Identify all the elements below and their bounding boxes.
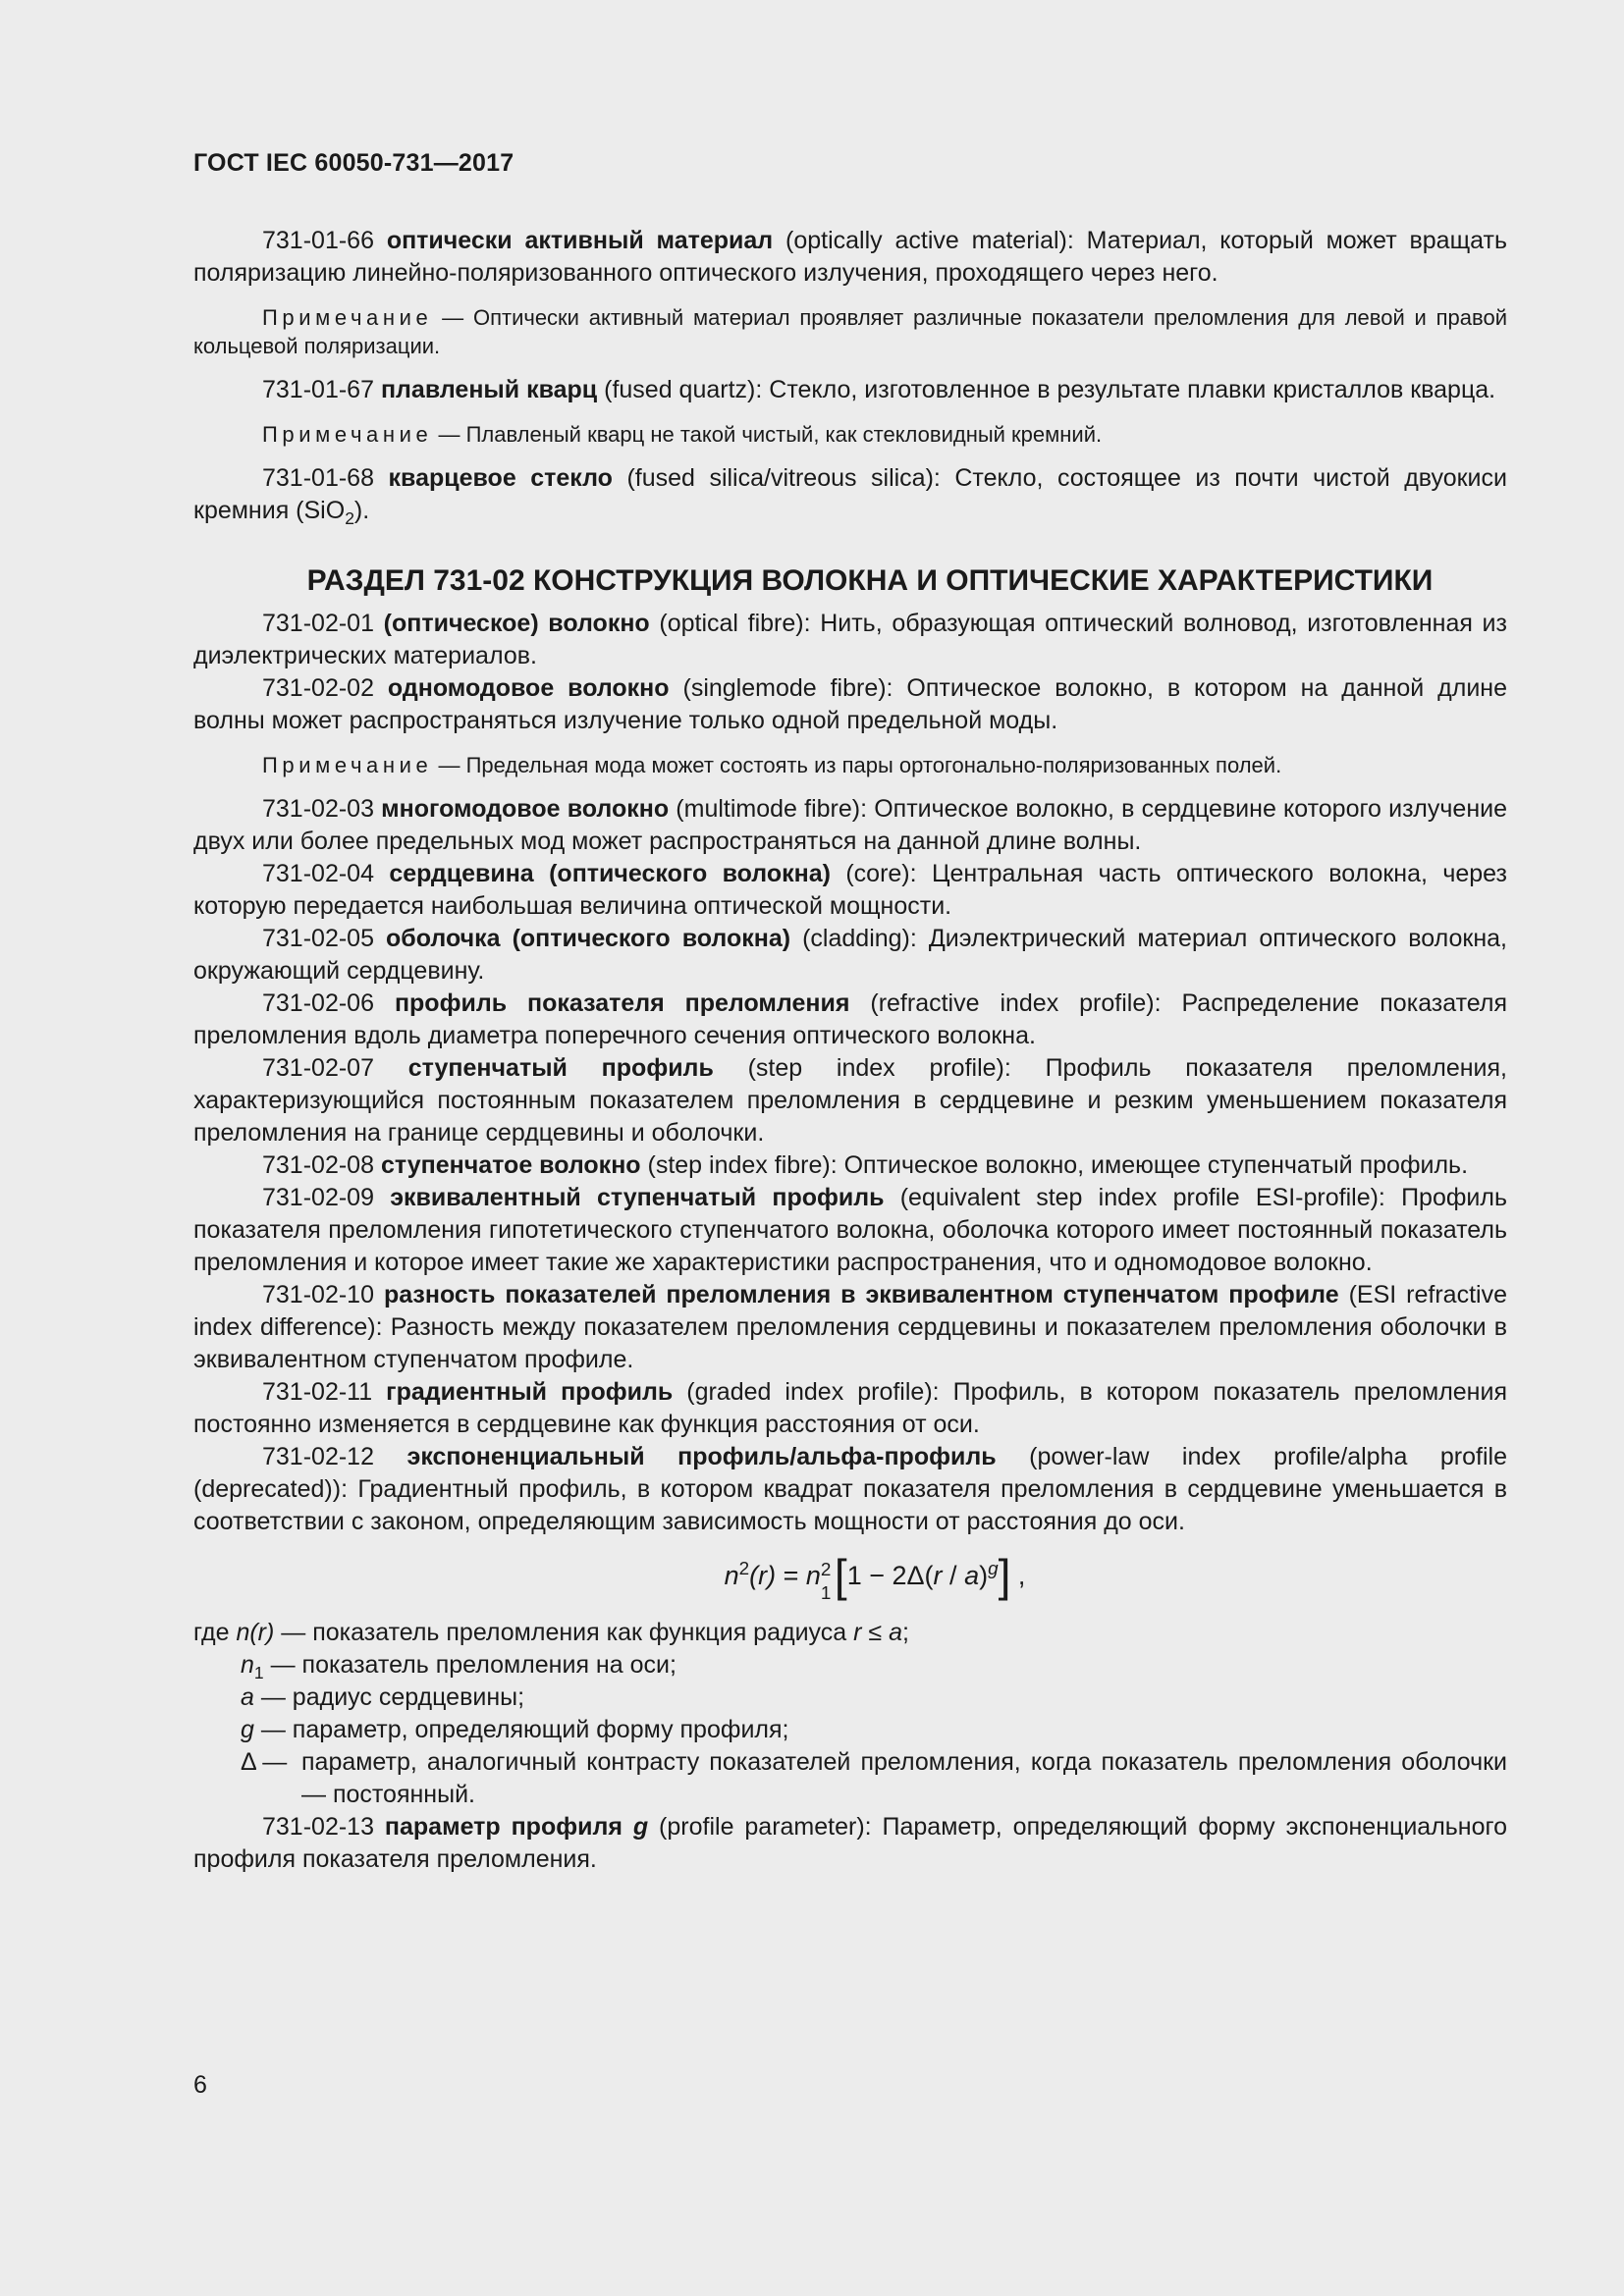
legend-var: n — [241, 1651, 254, 1679]
legend-var: a — [241, 1683, 254, 1711]
entry-definition: (cladding): Диэлектрический материал оптического волокна, окружающий сердцевину. — [193, 925, 1507, 985]
entry-definition: (optically active material): Материал, который может вращать поляризацию линейно-поляризованного оптического излучения, проходящего через него. — [193, 227, 1507, 287]
document-header: ГОСТ IEC 60050-731—2017 — [193, 149, 514, 177]
entry-number: 731-02-01 — [262, 610, 374, 637]
entry-term: ступенчатое волокно — [380, 1151, 641, 1179]
formula-comma: , — [1010, 1561, 1026, 1590]
entry-term: плавленый кварц — [380, 376, 598, 403]
entry-definition: (optical fibre): Нить, образующая оптический волновод, изготовленная из диэлектрических материалов. — [193, 610, 1507, 669]
entry-number: 731-02-08 — [262, 1151, 374, 1179]
legend-text: — показатель преломления на оси; — [263, 1651, 677, 1679]
entry-731-02-06 — [193, 988, 1507, 1052]
entry-term: градиентный профиль — [386, 1378, 674, 1406]
entry-term: кварцевое стекло — [388, 464, 613, 492]
formula-inner: 1 − 2Δ( — [846, 1561, 934, 1590]
entry-number: 731-02-09 — [262, 1184, 374, 1211]
entry-tail: ). — [353, 497, 370, 524]
formula-var-n: n — [724, 1561, 739, 1590]
legend-text: ; — [901, 1619, 909, 1646]
entry-731-02-03 — [193, 793, 1507, 858]
entry-731-02-13 — [193, 1811, 1507, 1876]
note — [193, 303, 1507, 360]
formula-sup: 2 — [738, 1559, 750, 1579]
entry-definition: (refractive index profile): Распределение показателя преломления вдоль диаметра поперечного сечения оптического волокна. — [193, 989, 1507, 1049]
formula-arg: (r) — [749, 1561, 777, 1590]
entry-definition: (singlemode fibre): Оптическое волокно, в котором на данной длине волны может распространяться излучение только одной предельной моды. — [193, 674, 1508, 734]
entry-definition: (step index profile): Профиль показателя преломления, характеризующийся постоянным показателем преломления в сердцевине и резким уменьшением показателя преломления на границе сердцевины и оболочки. — [193, 1054, 1507, 1147]
entry-731-02-08 — [193, 1149, 1507, 1182]
page-number: 6 — [193, 2071, 207, 2099]
entry-number: 731-01-66 — [262, 227, 374, 254]
entry-definition: (fused silica/vitreous silica): Стекло, состоящее из почти чистой двуокиси кремния (SiO — [193, 464, 1507, 524]
entry-term: профиль показателя преломления — [394, 989, 850, 1017]
entry-term: (оптическое) волокно — [383, 610, 650, 637]
note-label: Примечание — [262, 753, 433, 777]
entry-term: экспоненциальный профиль/альфа-профиль — [406, 1443, 997, 1470]
entry-definition: (equivalent step index profile ESI-profile): Профиль показателя преломления гипотетического ступенчатого волокна, оболочка которого имеет постоянный показатель преломления и которое имеет такие же характеристики распространения, что и одномодовое волокно. — [193, 1184, 1507, 1276]
entry-731-02-07 — [193, 1052, 1507, 1149]
legend-item-delta — [193, 1746, 1507, 1811]
entry-term-var: g — [632, 1813, 649, 1841]
entry-definition: (profile parameter): Параметр, определяющий форму экспоненциального профиля показателя преломления. — [193, 1813, 1507, 1873]
entry-term: оптически активный материал — [386, 227, 774, 254]
note — [193, 751, 1507, 779]
formula-var-r: r — [933, 1561, 943, 1590]
entry-731-02-04 — [193, 858, 1507, 923]
formula-legend-intro — [193, 1617, 1507, 1649]
entry-731-01-68 — [193, 462, 1507, 527]
entry-number: 731-02-03 — [262, 795, 374, 823]
entry-731-02-01 — [193, 608, 1507, 672]
entry-731-02-10 — [193, 1279, 1507, 1376]
entry-term: параметр профиля — [384, 1813, 623, 1841]
entry-731-02-05 — [193, 923, 1507, 988]
legend-item — [193, 1682, 1507, 1714]
entry-term: многомодовое волокно — [381, 795, 670, 823]
formula: $n^2(r) = n$ 2 1 [1 − 2Δ(r / a)$^g$] , — [724, 1550, 1026, 1604]
entry-definition: (power-law index profile/alpha profile (deprecated)): Градиентный профиль, в котором квадрат показателя преломления в сердцевине уменьшается в соответствии с законом, определяющим зависимость мощности от расстояния до оси. — [193, 1443, 1507, 1535]
entry-number: 731-02-12 — [262, 1443, 374, 1470]
formula-paren: ) — [979, 1561, 989, 1590]
entry-731-02-09 — [193, 1182, 1507, 1279]
formula-bracket-close: ] — [998, 1550, 1011, 1601]
entry-number: 731-02-07 — [262, 1054, 374, 1082]
note-text: — Оптически активный материал проявляет различные показатели преломления для левой и правой кольцевой поляризации. — [193, 305, 1507, 358]
entry-term: ступенчатый профиль — [407, 1054, 714, 1082]
legend-item — [193, 1714, 1507, 1746]
entry-definition: (ESI refractive index difference): Разность между показателем преломления сердцевины и показателем преломления оболочки в эквивалентном ступенчатом профиле. — [193, 1281, 1507, 1373]
entry-term: одномодовое волокно — [387, 674, 670, 702]
entry-731-01-66 — [193, 225, 1507, 290]
entry-number: 731-02-05 — [262, 925, 374, 952]
legend-var: r ≤ a — [853, 1619, 902, 1646]
note-label: Примечание — [262, 305, 433, 330]
entry-definition: (fused quartz): Стекло, изготовленное в результате плавки кристаллов кварца. — [597, 376, 1496, 403]
note-text: — Плавленый кварц не такой чистый, как стекловидный кремний. — [432, 422, 1103, 447]
entry-731-02-12 — [193, 1441, 1507, 1538]
legend-text: параметр, аналогичный контрасту показателей преломления, когда показатель преломления оболочки — постоянный. — [301, 1748, 1507, 1808]
entry-731-01-67 — [193, 374, 1507, 406]
entry-731-02-11 — [193, 1376, 1507, 1441]
formula-var-n1: n — [805, 1561, 821, 1590]
formula-var-a: a — [964, 1561, 980, 1590]
entry-number: 731-01-68 — [262, 464, 374, 492]
legend-text: — параметр, определяющий форму профиля; — [253, 1716, 789, 1743]
entry-number: 731-02-02 — [262, 674, 374, 702]
entry-number: 731-02-10 — [262, 1281, 374, 1308]
legend-text: — показатель преломления как функция радиуса — [274, 1619, 854, 1646]
entry-term: разность показателей преломления в эквивалентном ступенчатом профиле — [383, 1281, 1339, 1308]
note-label: Примечание — [262, 422, 433, 447]
entry-term: сердцевина (оптического волокна) — [389, 860, 831, 887]
entry-definition: (core): Центральная часть оптического волокна, через которую передается наибольшая величина оптической мощности. — [193, 860, 1507, 920]
formula-slash: / — [942, 1561, 965, 1590]
entry-definition: (multimode fibre): Оптическое волокно, в сердцевине которого излучение двух или более предельных мод может распространяться на данной длине волны. — [193, 795, 1507, 855]
section-title: РАЗДЕЛ 731-02 КОНСТРУКЦИЯ ВОЛОКНА И ОПТИЧЕСКИЕ ХАРАКТЕРИСТИКИ — [306, 564, 1434, 597]
entry-731-02-02 — [193, 672, 1507, 737]
legend-text: — радиус сердцевины; — [253, 1683, 525, 1711]
entry-number: 731-02-06 — [262, 989, 374, 1017]
legend-var: Δ — — [241, 1748, 288, 1776]
entry-term: эквивалентный ступенчатый профиль — [390, 1184, 885, 1211]
note-text: — Предельная мода может состоять из пары ортогонально-поляризованных полей. — [432, 753, 1282, 777]
formula-bracket-open: [ — [834, 1550, 847, 1601]
legend-var: n(r) — [236, 1619, 275, 1646]
entry-definition: (graded index profile): Профиль, в котором показатель преломления постоянно изменяется в сердцевине как функция расстояния от оси. — [193, 1378, 1507, 1438]
page-body — [193, 225, 1507, 1876]
entry-number: 731-02-11 — [262, 1378, 373, 1406]
entry-definition: (step index fibre): Оптическое волокно, имеющее ступенчатый профиль. — [640, 1151, 1469, 1179]
legend-item — [193, 1649, 1507, 1682]
formula-eq: = — [776, 1561, 806, 1590]
subscript: 2 — [345, 508, 354, 528]
entry-number: 731-01-67 — [262, 376, 374, 403]
legend-sub: 1 — [253, 1663, 264, 1682]
legend-text: где — [193, 1619, 237, 1646]
note — [193, 420, 1507, 449]
entry-number: 731-02-13 — [262, 1813, 374, 1841]
formula-var-g: g — [988, 1559, 999, 1579]
legend-var: g — [241, 1716, 254, 1743]
entry-term: оболочка (оптического волокна) — [386, 925, 791, 952]
entry-number: 731-02-04 — [262, 860, 374, 887]
